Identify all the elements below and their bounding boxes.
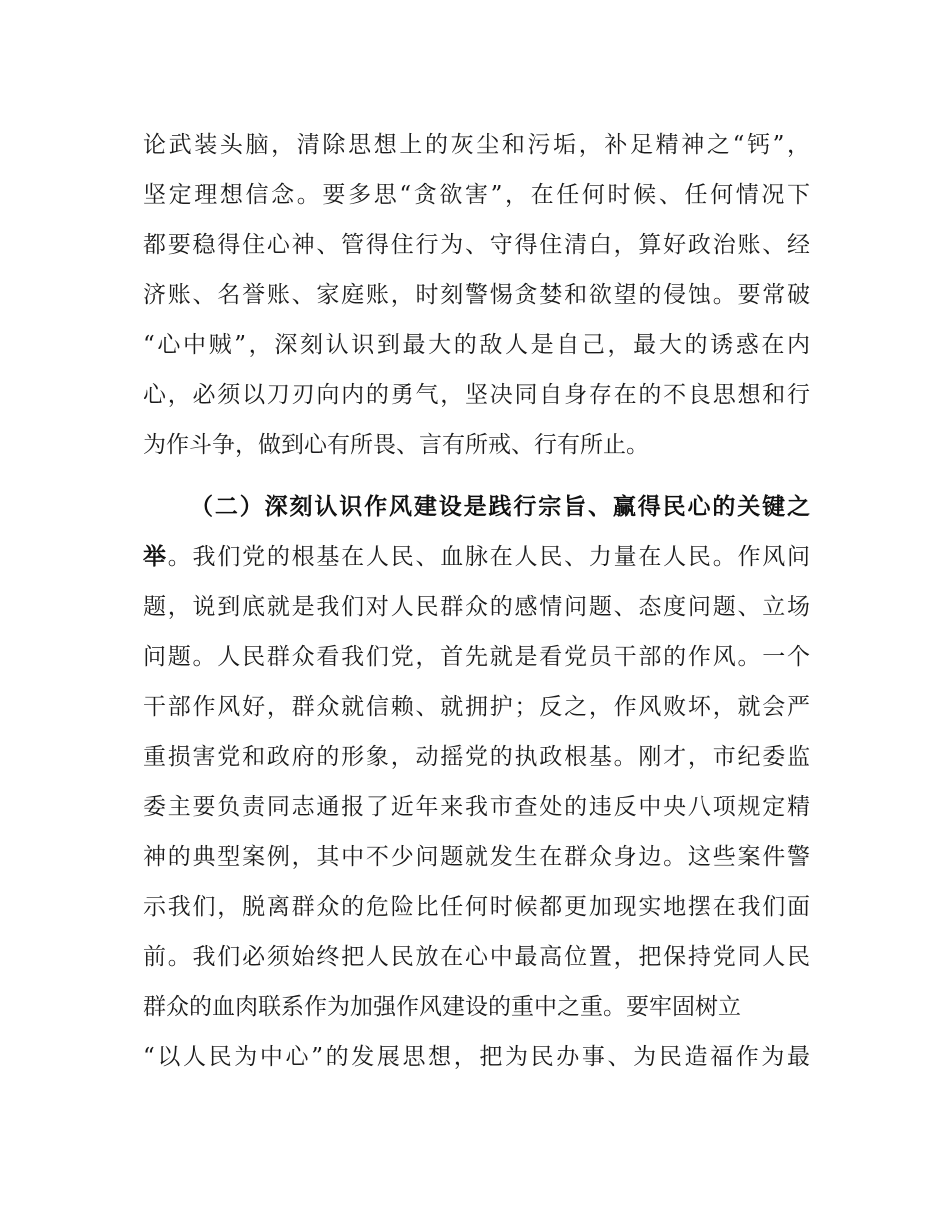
body-text-line [143,537,810,577]
body-text-line: 重损害党和政府的形象，动摇党的执政根基。刚才，市纪委监 [143,744,810,770]
section-heading-end: 举 [143,544,168,570]
body-text-line: 心，必须以刀刃向内的勇气，坚决同自身存在的不良思想和行 [143,382,810,408]
body-text-line: 坚定理想信念。要多思“贪欲害”，在任何时候、任何情况下 [143,182,810,208]
body-text-line: “以人民为中心”的发展思想，把为民办事、为民造福作为最 [143,1044,810,1070]
body-text-line: 神的典型案例，其中不少问题就发生在群众身边。这些案件警 [143,844,810,870]
body-text-line: 为作斗争，做到心有所畏、言有所戒、行有所止。 [143,432,649,458]
body-text-line: 济账、名誉账、家庭账，时刻警惕贪婪和欲望的侵蚀。要常破 [143,282,810,308]
body-text-line: 干部作风好，群众就信赖、就拥护；反之，作风败坏，就会严 [143,694,810,720]
body-text-line: 委主要负责同志通报了近年来我市查处的违反中央八项规定精 [143,794,810,820]
body-text-line: “心中贼”，深刻认识到最大的敌人是自己，最大的诱惑在内 [143,332,810,358]
body-text-line: 题，说到底就是我们对人民群众的感情问题、态度问题、立场 [143,594,810,620]
body-text-line: 论武装头脑，清除思想上的灰尘和污垢，补足精神之“钙”， [143,132,810,158]
section-heading: （二）深刻认识作风建设是践行宗旨、赢得民心的关键之 [190,494,810,520]
body-text-line: 前。我们必须始终把人民放在心中最高位置，把保持党同人民 [143,944,810,970]
body-text-line: 都要稳得住心神、管得住行为、守得住清白，算好政治账、经 [143,232,810,258]
body-text-line: 问题。人民群众看我们党，首先就是看党员干部的作风。一个 [143,644,810,670]
body-text-line: 示我们，脱离群众的危险比任何时候都更加现实地摆在我们面 [143,894,810,920]
body-text-span: 。我们党的根基在人民、血脉在人民、力量在人民。作风问 [167,544,811,570]
body-text-line: 群众的血肉联系作为加强作风建设的重中之重。要牢固树立 [143,994,741,1020]
